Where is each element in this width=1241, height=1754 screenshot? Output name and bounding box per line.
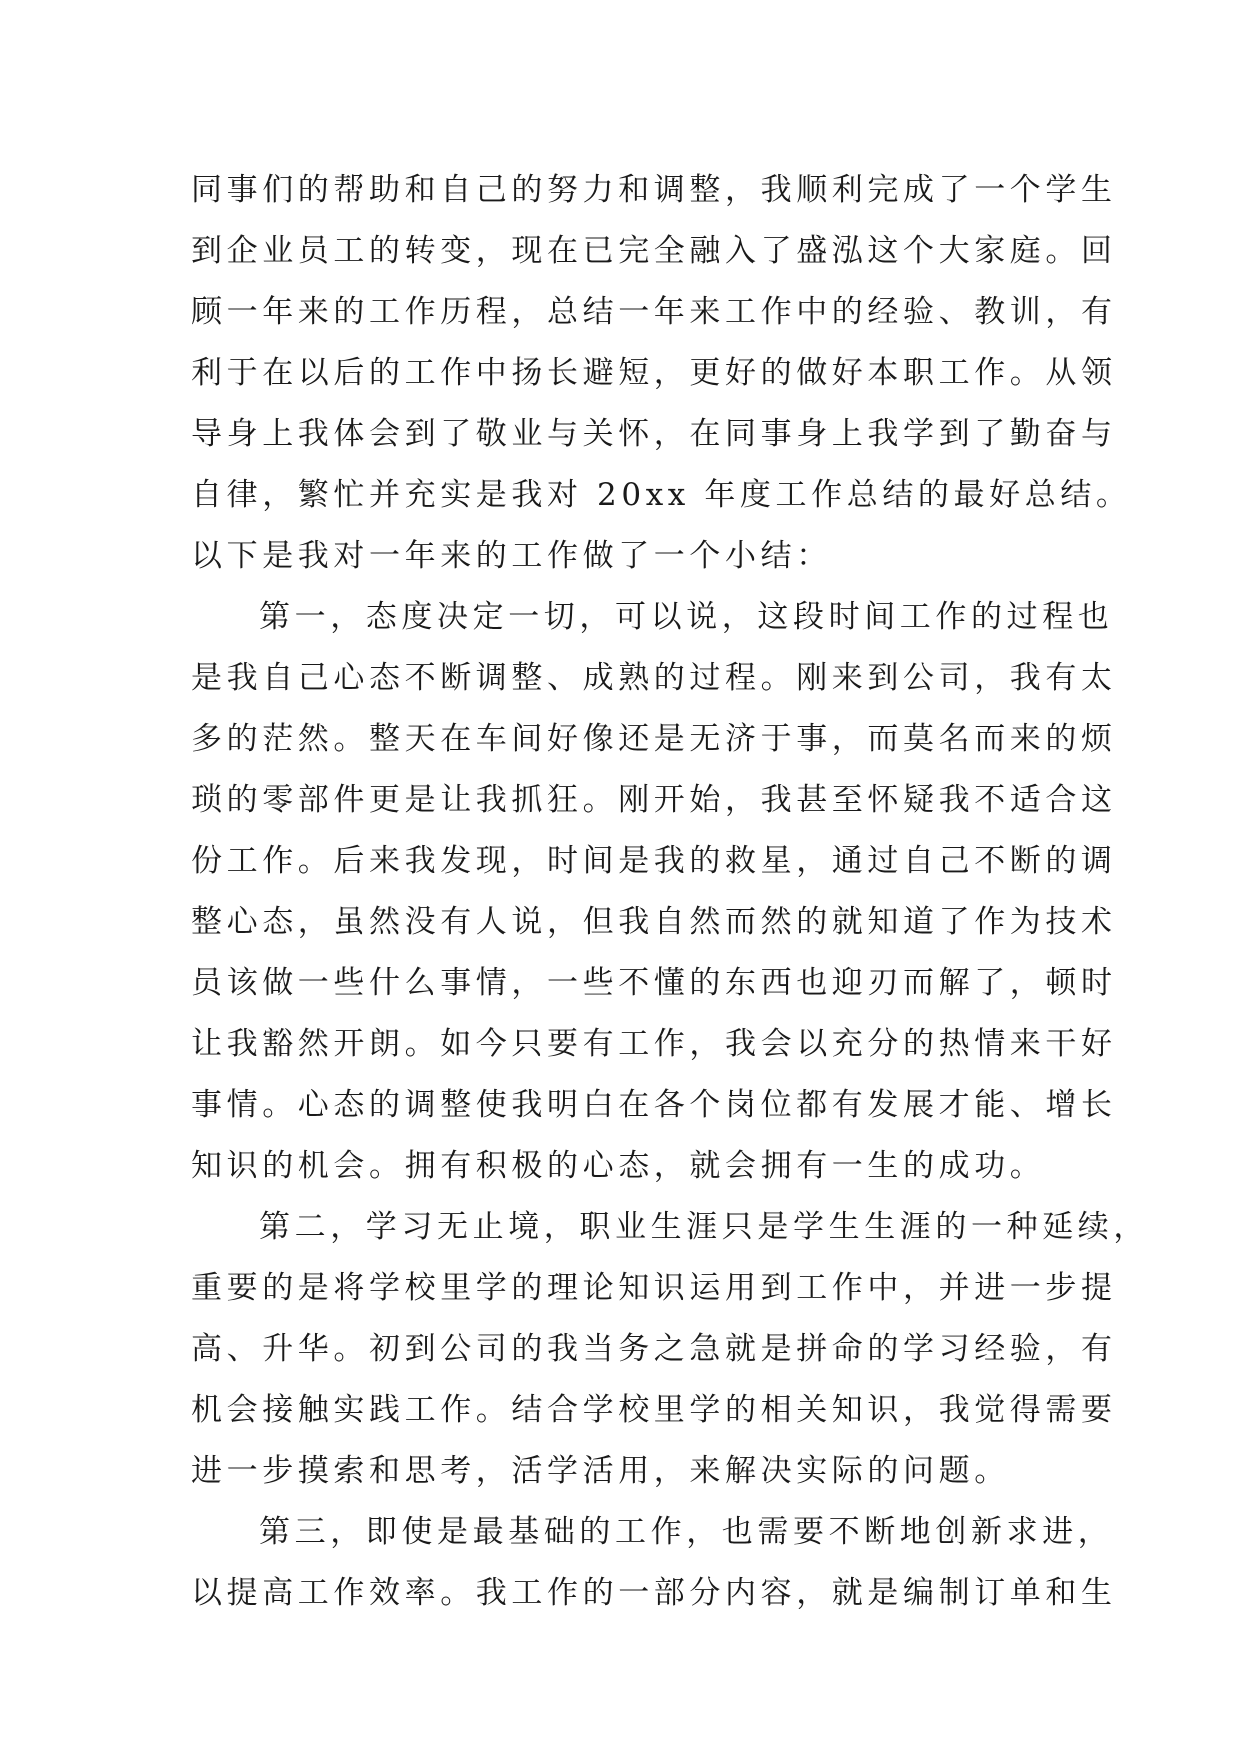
text-line: 事情。心态的调整使我明白在各个岗位都有发展才能、增长 xyxy=(191,1087,1117,1123)
text-line: 重要的是将学校里学的理论知识运用到工作中，并进一步提 xyxy=(191,1270,1117,1306)
text-line: 份工作。后来我发现，时间是我的救星，通过自己不断的调 xyxy=(191,843,1117,879)
text-line: 导身上我体会到了敬业与关怀，在同事身上我学到了勤奋与 xyxy=(191,416,1117,452)
text-line: 进一步摸索和思考，活学活用，来解决实际的问题。 xyxy=(191,1453,1010,1489)
text-line: 整心态，虽然没有人说，但我自然而然的就知道了作为技术 xyxy=(191,904,1117,940)
text-line: 高、升华。初到公司的我当务之急就是拼命的学习经验，有 xyxy=(191,1331,1117,1367)
text-line: 自律，繁忙并充实是我对 20xx 年度工作总结的最好总结。 xyxy=(191,477,1132,513)
text-line: 第一，态度决定一切，可以说，这段时间工作的过程也 xyxy=(259,599,1114,635)
text-line: 第二，学习无止境，职业生涯只是学生生涯的一种延续， xyxy=(259,1209,1149,1245)
text-line: 让我豁然开朗。如今只要有工作，我会以充分的热情来干好 xyxy=(191,1026,1117,1062)
text-line: 顾一年来的工作历程，总结一年来工作中的经验、教训，有 xyxy=(191,294,1117,330)
text-line: 第三，即使是最基础的工作，也需要不断地创新求进， xyxy=(259,1514,1114,1550)
text-line: 以下是我对一年来的工作做了一个小结： xyxy=(191,538,832,574)
text-line: 利于在以后的工作中扬长避短，更好的做好本职工作。从领 xyxy=(191,355,1117,391)
text-line: 多的茫然。整天在车间好像还是无济于事，而莫名而来的烦 xyxy=(191,721,1117,757)
text-line: 到企业员工的转变，现在已完全融入了盛泓这个大家庭。回 xyxy=(191,233,1117,269)
text-line: 机会接触实践工作。结合学校里学的相关知识，我觉得需要 xyxy=(191,1392,1117,1428)
text-line: 以提高工作效率。我工作的一部分内容，就是编制订单和生 xyxy=(191,1575,1117,1611)
text-line: 员该做一些什么事情，一些不懂的东西也迎刃而解了，顿时 xyxy=(191,965,1117,1001)
text-line: 是我自己心态不断调整、成熟的过程。刚来到公司，我有太 xyxy=(191,660,1117,696)
body-text xyxy=(191,160,1149,1624)
text-line: 琐的零部件更是让我抓狂。刚开始，我甚至怀疑我不适合这 xyxy=(191,782,1117,818)
text-line: 知识的机会。拥有积极的心态，就会拥有一生的成功。 xyxy=(191,1148,1046,1184)
text-line: 同事们的帮助和自己的努力和调整，我顺利完成了一个学生 xyxy=(191,172,1117,208)
